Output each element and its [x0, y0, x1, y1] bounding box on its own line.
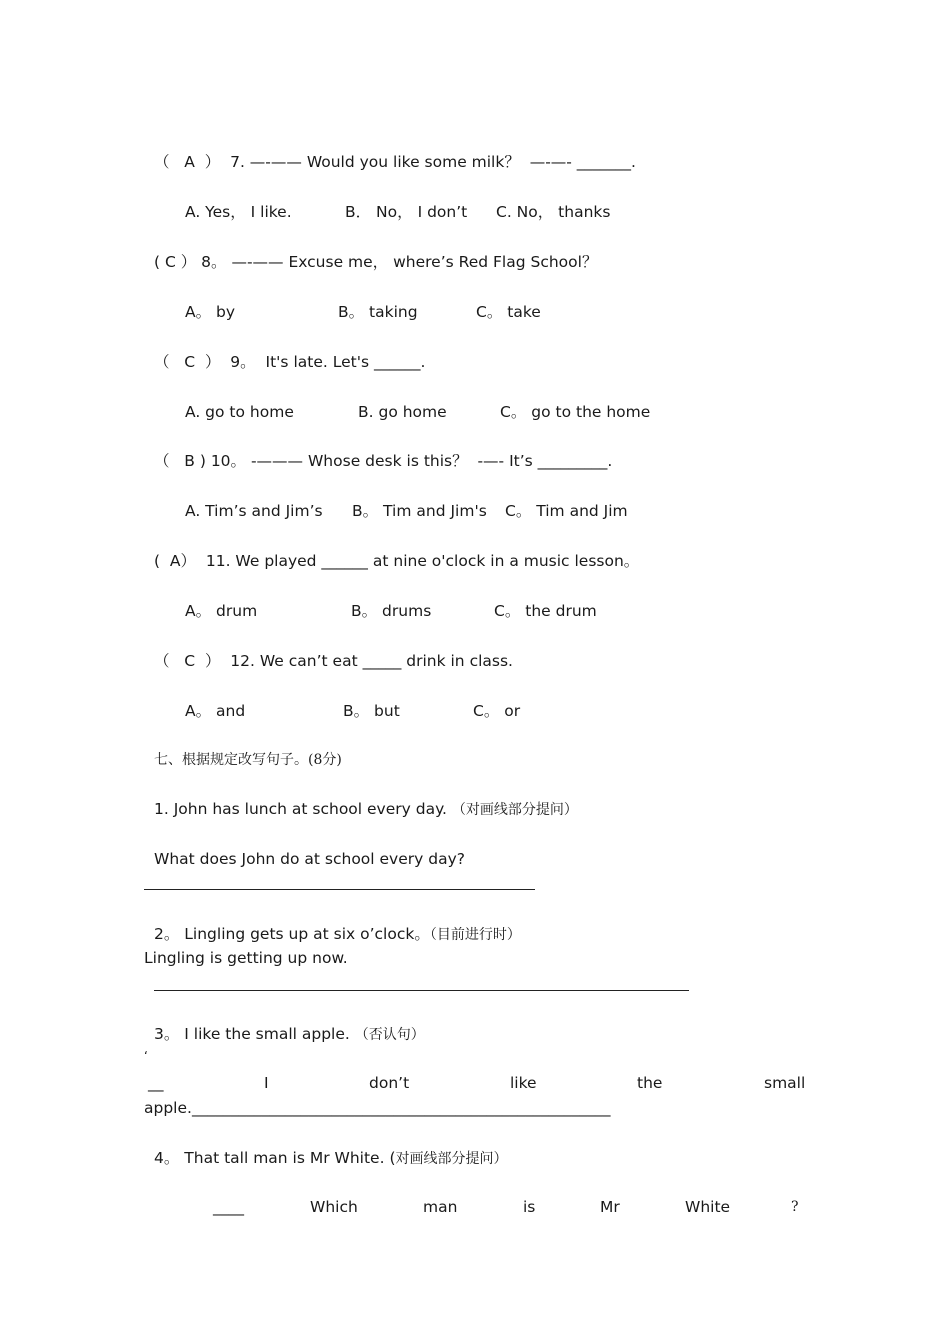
- sentence-3-instruction: （否认句）: [354, 1027, 425, 1043]
- sentence-3-word-5: small: [764, 1074, 806, 1092]
- sentence-3-text: 3。 I like the small apple.: [154, 1025, 355, 1043]
- sentence-2-answer: Lingling is getting up now.: [144, 949, 348, 967]
- question-12-stem: （ C ） 12. We can’t eat _____ drink in class.: [154, 652, 513, 670]
- sentence-3: [154, 1024, 425, 1045]
- question-9-option-a: A. go to home: [185, 403, 294, 421]
- sentence-2-text: 2。 Lingling gets up at six o’clock。: [154, 925, 430, 943]
- question-10-option-b: B。 Tim and Jim's: [352, 502, 487, 520]
- question-12-option-a: A。 and: [185, 702, 246, 720]
- question-10-option-c: C。 Tim and Jim: [505, 502, 628, 520]
- sentence-3-answer-tail: apple.______________________________________________________: [144, 1099, 611, 1117]
- sentence-3-word-3: like: [510, 1074, 537, 1092]
- sentence-3-blank: __: [148, 1074, 164, 1092]
- question-7-stem: （ A ） 7. —-—— Would you like some milk？ —-—- _______.: [154, 153, 636, 171]
- question-7-option-b: B． No， I don’t: [345, 203, 468, 221]
- question-12-option-c: C。 or: [473, 702, 521, 720]
- sentence-4: [154, 1148, 508, 1169]
- sentence-4-text: 4。 That tall man is Mr White. (: [154, 1149, 396, 1167]
- sentence-1-answer: What does John do at school every day?: [154, 850, 465, 868]
- question-10-stem: （ B ) 10。 -——— Whose desk is this？ -—- It’s _________.: [154, 452, 613, 470]
- sentence-4-word-2: man: [423, 1198, 458, 1216]
- sentence-4-word-5: White: [685, 1198, 731, 1216]
- question-8-stem: ( C ） 8。 —-—— Excuse me， where’s Red Flag School？: [154, 253, 598, 271]
- answer-line-2: [154, 990, 689, 991]
- sentence-4-word-1: Which: [310, 1198, 358, 1216]
- question-8-option-c: C。 take: [476, 303, 541, 321]
- sentence-1: [154, 799, 578, 820]
- sentence-3-word-1: I: [264, 1074, 269, 1092]
- section-7-heading: 七、根据规定改写句子。(8分): [154, 752, 342, 768]
- sentence-4-question-mark: ?: [791, 1199, 799, 1215]
- question-7-option-a: A. Yes， I like.: [185, 203, 292, 221]
- answer-line-1: [144, 889, 535, 890]
- question-9-option-b: B. go home: [358, 403, 447, 421]
- question-9-option-c: C。 go to the home: [500, 403, 651, 421]
- question-8-option-a: A。 by: [185, 303, 236, 321]
- question-7-option-c: C. No， thanks: [496, 203, 611, 221]
- question-9-stem: （ C ） 9。 It's late. Let's ______.: [154, 353, 426, 371]
- sentence-3-mark: ‘: [144, 1049, 148, 1063]
- question-11-option-c: C。 the drum: [494, 602, 597, 620]
- sentence-3-word-4: the: [637, 1074, 663, 1092]
- sentence-2-instruction: （目前进行时）: [429, 927, 521, 943]
- question-12-option-b: B。 but: [343, 702, 400, 720]
- question-11-option-b: B。 drums: [351, 602, 432, 620]
- sentence-4-word-4: Mr: [600, 1198, 620, 1216]
- question-11-stem: ( A） 11. We played ______ at nine o'clock in a music lesson。: [154, 552, 640, 570]
- sentence-2: [154, 924, 521, 945]
- sentence-4-instruction: 对画线部分提问）: [395, 1151, 508, 1167]
- question-8-option-b: B。 taking: [338, 303, 418, 321]
- sentence-1-instruction: （对画线部分提问）: [451, 802, 578, 818]
- question-11-option-a: A。 drum: [185, 602, 258, 620]
- question-10-option-a: A. Tim’s and Jim’s: [185, 502, 323, 520]
- sentence-4-word-3: is: [523, 1198, 536, 1216]
- sentence-1-text: 1. John has lunch at school every day.: [154, 800, 452, 818]
- sentence-3-word-2: don’t: [369, 1074, 410, 1092]
- sentence-4-blank: ____: [213, 1198, 244, 1216]
